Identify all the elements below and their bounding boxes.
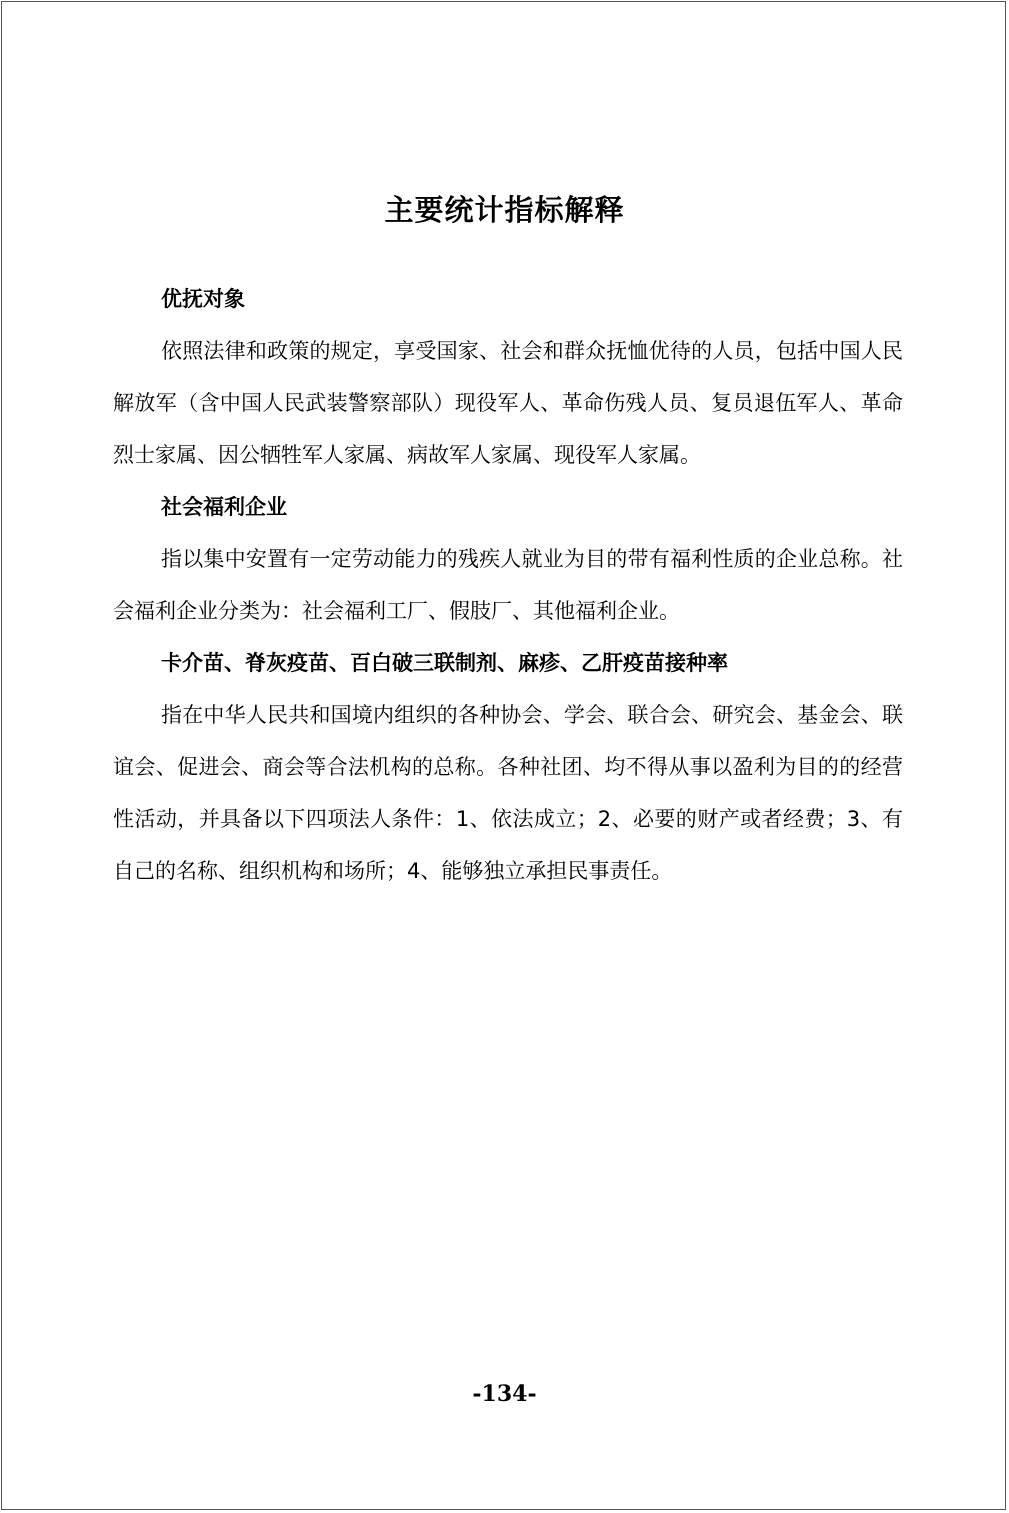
section-body-vaccination-rate: 指在中华人民共和国境内组织的各种协会、学会、联合会、研究会、基金会、联谊会、促进会、商会等合法机构的总称。各种社团、均不得从事以盈利为目的的经营性活动，并具备以下四项法人条件：1、依法成立；2、必要的财产或者经费；3、有自己的名称、组织机构和场所；4、能够独立承担民事责任。 bbox=[113, 703, 903, 883]
page-title: 主要统计指标解释 bbox=[384, 193, 625, 227]
section-heading-welfare-enterprise: 社会福利企业 bbox=[161, 495, 287, 519]
section-body-welfare-enterprise: 指以集中安置有一定劳动能力的残疾人就业为目的带有福利性质的企业总称。社会福利企业分类为：社会福利工厂、假肢厂、其他福利企业。 bbox=[113, 547, 903, 623]
section-heading-preferential-treatment: 优抚对象 bbox=[161, 287, 245, 311]
page-number: -134- bbox=[472, 1381, 537, 1407]
document-body bbox=[113, 273, 903, 897]
section-body-preferential-treatment: 依照法律和政策的规定，享受国家、社会和群众抚恤优待的人员，包括中国人民解放军（含中国人民武装警察部队）现役军人、革命伤残人员、复员退伍军人、革命烈士家属、因公牺牲军人家属、病故军人家属、现役军人家属。 bbox=[113, 339, 903, 467]
section-heading-vaccination-rate: 卡介苗、脊灰疫苗、百白破三联制剂、麻疹、乙肝疫苗接种率 bbox=[161, 651, 728, 675]
